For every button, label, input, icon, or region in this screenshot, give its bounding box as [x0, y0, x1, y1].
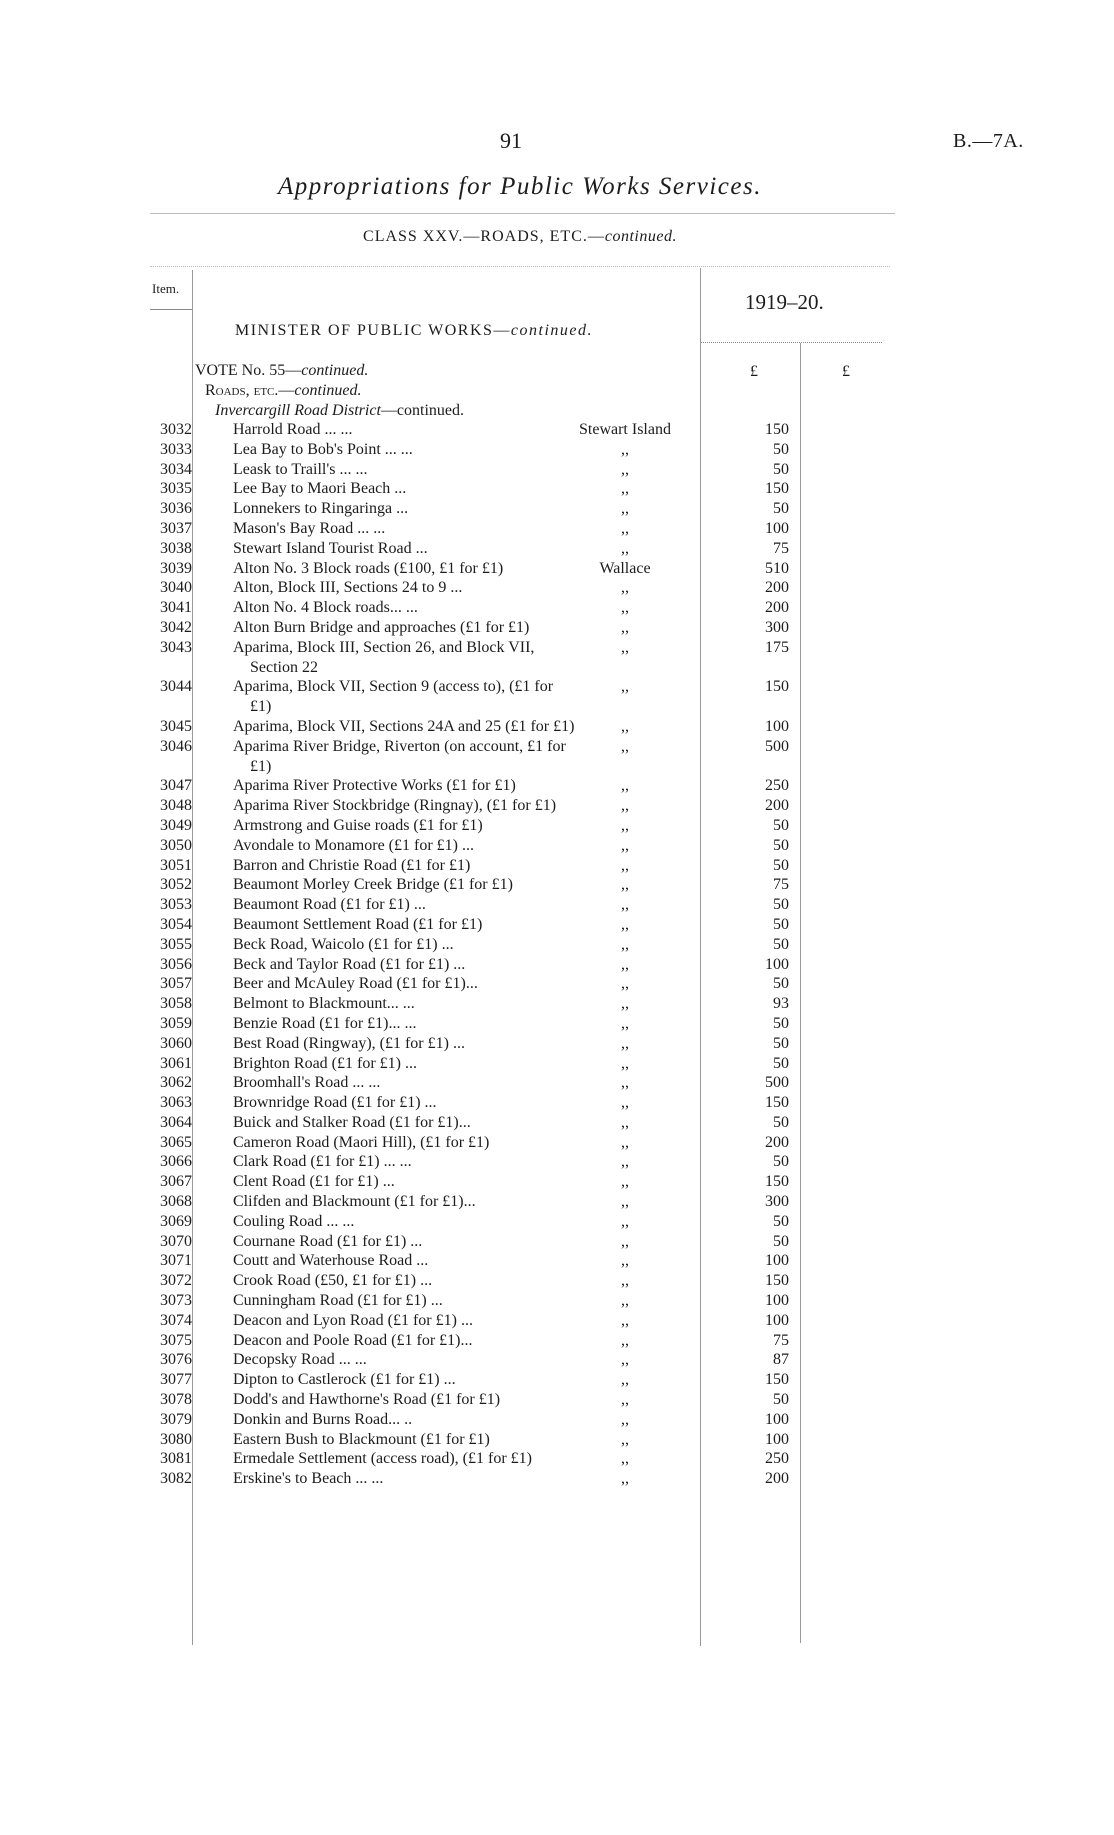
road-description: Cunningham Road (£1 for £1) ...: [233, 1292, 443, 1310]
amount-value: 100: [765, 519, 789, 537]
district-location: ,,: [621, 599, 629, 617]
item-number: 3042: [160, 618, 192, 636]
table-row: [0, 440, 1114, 460]
road-description: Beaumont Morley Creek Bridge (£1 for £1): [233, 876, 513, 894]
class-heading: [0, 228, 1040, 246]
item-number: 3038: [160, 539, 192, 557]
road-description: Beaumont Road (£1 for £1) ...: [233, 896, 426, 914]
amount-value: 100: [765, 1292, 789, 1310]
item-number: 3081: [160, 1450, 192, 1468]
amount-value: 50: [773, 836, 789, 854]
amount-value: 50: [773, 1034, 789, 1052]
road-description: Harrold Road ... ...: [233, 421, 353, 438]
amount-value: 100: [765, 1430, 789, 1448]
amount-value: 100: [765, 955, 789, 973]
page-title: Appropriations for Public Works Services.: [278, 173, 762, 200]
amount-value: 200: [765, 579, 789, 597]
item-number: 3082: [160, 1470, 192, 1488]
table-row: [0, 1469, 1114, 1489]
amount-value: 500: [765, 1074, 789, 1092]
item-number: 3046: [160, 737, 192, 755]
amount-value: 50: [773, 1391, 789, 1409]
district-location: ,,: [621, 1331, 629, 1349]
header-top-rule: [150, 266, 890, 267]
district-location: ,,: [621, 1113, 629, 1131]
currency-symbol-col1: £: [750, 363, 758, 380]
item-number: 3032: [160, 421, 192, 438]
document-reference: B.—7A.: [953, 130, 1024, 152]
table-row: [0, 1430, 1114, 1450]
table-row: [0, 816, 1114, 836]
district-location: Stewart Island: [579, 421, 671, 438]
road-description: Erskine's to Beach ... ...: [233, 1470, 384, 1488]
item-number: 3079: [160, 1410, 192, 1428]
amount-value: 100: [765, 1311, 789, 1329]
item-number: 3071: [160, 1252, 192, 1270]
item-number: 3058: [160, 995, 192, 1013]
amount-value: 87: [773, 1351, 789, 1369]
item-number: 3060: [160, 1034, 192, 1052]
amount-value: 50: [773, 1212, 789, 1230]
table-row: [0, 559, 1114, 579]
amount-value: 175: [765, 638, 789, 656]
amount-value: 75: [773, 876, 789, 894]
item-number: 3035: [160, 480, 192, 498]
amount-value: 150: [765, 678, 789, 696]
table-row: [0, 677, 1114, 717]
amount-value: 150: [765, 1173, 789, 1191]
road-description: Cameron Road (Maori Hill), (£1 for £1): [233, 1133, 490, 1151]
district-location: ,,: [621, 1391, 629, 1409]
district-location: ,,: [621, 915, 629, 933]
item-number: 3050: [160, 836, 192, 854]
road-description: Aparima River Protective Works (£1 for £1): [233, 777, 516, 795]
item-number: 3074: [160, 1311, 192, 1329]
minister-heading: [235, 322, 593, 340]
item-number: 3057: [160, 975, 192, 993]
amount-value: 75: [773, 539, 789, 557]
amount-value: 93: [773, 995, 789, 1013]
district-location: ,,: [621, 1054, 629, 1072]
road-description: Lea Bay to Bob's Point ... ...: [233, 440, 413, 458]
item-number: 3049: [160, 816, 192, 834]
table-row: [0, 1212, 1114, 1232]
district-location: ,,: [621, 1351, 629, 1369]
road-description: Alton No. 3 Block roads (£100, £1 for £1): [233, 559, 504, 577]
table-row: [0, 1073, 1114, 1093]
table-row: [0, 796, 1114, 816]
table-row: [0, 1113, 1114, 1133]
table-row: [0, 717, 1114, 737]
amount-value: 50: [773, 1054, 789, 1072]
district-location: ,,: [621, 1430, 629, 1448]
district-location: ,,: [621, 1371, 629, 1389]
item-number: 3068: [160, 1193, 192, 1211]
district-location: ,,: [621, 836, 629, 854]
item-number: 3047: [160, 777, 192, 795]
district-location: ,,: [621, 797, 629, 815]
table-row: [0, 1152, 1114, 1172]
road-description: Clifden and Blackmount (£1 for £1)...: [233, 1193, 476, 1211]
table-row: [0, 460, 1114, 480]
district-location: ,,: [621, 975, 629, 993]
item-number: 3051: [160, 856, 192, 874]
amount-value: 150: [765, 1371, 789, 1389]
district-location: ,,: [621, 1252, 629, 1270]
amount-value: 50: [773, 1232, 789, 1250]
district-location: ,,: [621, 876, 629, 894]
item-number: 3059: [160, 1014, 192, 1032]
district-location: ,,: [621, 519, 629, 537]
table-row: [0, 994, 1114, 1014]
road-description: Dipton to Castlerock (£1 for £1) ...: [233, 1371, 456, 1389]
road-description: Cournane Road (£1 for £1) ...: [233, 1232, 423, 1250]
road-description: Alton Burn Bridge and approaches (£1 for £1): [233, 618, 530, 636]
district-location: ,,: [621, 678, 629, 696]
road-description: Broomhall's Road ... ...: [233, 1074, 381, 1092]
table-row: [0, 856, 1114, 876]
table-row: [0, 935, 1114, 955]
item-number: 3069: [160, 1212, 192, 1230]
table-row: [0, 1014, 1114, 1034]
road-description: Barron and Christie Road (£1 for £1): [233, 856, 471, 874]
amount-value: 50: [773, 1153, 789, 1171]
district-location: ,,: [621, 539, 629, 557]
district-location: ,,: [621, 1034, 629, 1052]
road-description: Beaumont Settlement Road (£1 for £1): [233, 915, 483, 933]
currency-symbol-col2: £: [842, 363, 850, 380]
district-location: ,,: [621, 896, 629, 914]
amount-value: 100: [765, 1252, 789, 1270]
amount-value: 300: [765, 1193, 789, 1211]
table-row: [0, 1172, 1114, 1192]
appropriation-table-body: [0, 420, 1114, 1489]
district-location: ,,: [621, 460, 629, 478]
table-row: [0, 578, 1114, 598]
road-description: Beer and McAuley Road (£1 for £1)...: [233, 975, 478, 993]
item-number: 3044: [160, 678, 192, 696]
item-number: 3054: [160, 915, 192, 933]
road-description: Donkin and Burns Road... ..: [233, 1410, 413, 1428]
district-location: ,,: [621, 995, 629, 1013]
road-description: Belmont to Blackmount... ...: [233, 995, 415, 1013]
item-number: 3064: [160, 1113, 192, 1131]
table-row: [0, 1034, 1114, 1054]
item-number: 3040: [160, 579, 192, 597]
road-description: Lee Bay to Maori Beach ...: [233, 480, 407, 498]
amount-value: 200: [765, 599, 789, 617]
road-description: Dodd's and Hawthorne's Road (£1 for £1): [233, 1391, 501, 1409]
table-row: [0, 1311, 1114, 1331]
table-row: [0, 499, 1114, 519]
district-location: ,,: [621, 1272, 629, 1290]
amount-value: 50: [773, 440, 789, 458]
amount-value: 500: [765, 737, 789, 755]
item-number: 3043: [160, 638, 192, 656]
district-location: ,,: [621, 618, 629, 636]
table-row: [0, 1370, 1114, 1390]
road-description: Brighton Road (£1 for £1) ...: [233, 1054, 417, 1072]
district-location: ,,: [621, 1410, 629, 1428]
table-row: [0, 539, 1114, 559]
item-number: 3036: [160, 500, 192, 518]
item-number: 3041: [160, 599, 192, 617]
class-heading-suffix: continued.: [604, 228, 677, 245]
roads-heading: Roads, etc.—continued.: [205, 381, 362, 399]
district-location: ,,: [621, 1450, 629, 1468]
table-row: [0, 1251, 1114, 1271]
amount-value: 50: [773, 856, 789, 874]
item-number: 3055: [160, 935, 192, 953]
amount-value: 50: [773, 896, 789, 914]
road-description: Clark Road (£1 for £1) ... ...: [233, 1153, 412, 1171]
vote-subheadings: [195, 361, 464, 420]
district-location: ,,: [621, 1292, 629, 1310]
table-row: [0, 1350, 1114, 1370]
amount-value: 75: [773, 1331, 789, 1349]
road-description: Beck and Taylor Road (£1 for £1) ...: [233, 955, 466, 973]
amount-value: 200: [765, 1133, 789, 1151]
vote-heading: VOTE No. 55—continued.: [195, 362, 369, 379]
district-location: ,,: [621, 638, 629, 656]
item-number: 3034: [160, 460, 192, 478]
district-location: ,,: [621, 500, 629, 518]
table-row: [0, 875, 1114, 895]
item-number: 3037: [160, 519, 192, 537]
amount-value: 250: [765, 777, 789, 795]
amount-value: 50: [773, 816, 789, 834]
amount-value: 50: [773, 1014, 789, 1032]
table-row: [0, 420, 1114, 440]
road-description: Beck Road, Waicolo (£1 for £1) ...: [233, 935, 454, 953]
road-description: Coutt and Waterhouse Road ...: [233, 1252, 429, 1270]
district-location: ,,: [621, 1311, 629, 1329]
road-description: Benzie Road (£1 for £1)... ...: [233, 1014, 417, 1032]
road-description: Clent Road (£1 for £1) ...: [233, 1173, 395, 1191]
year-column-header: 1919–20.: [745, 290, 824, 314]
road-description: Lonnekers to Ringaringa ...: [233, 500, 409, 518]
table-row: [0, 519, 1114, 539]
item-number: 3078: [160, 1391, 192, 1409]
table-row: [0, 955, 1114, 975]
road-description: Decopsky Road ... ...: [233, 1351, 367, 1369]
road-description: Aparima, Block III, Section 26, and Block VII, Section 22: [233, 638, 535, 676]
item-number: 3072: [160, 1272, 192, 1290]
district-location: ,,: [621, 935, 629, 953]
item-number: 3062: [160, 1074, 192, 1092]
district-location: ,,: [621, 1193, 629, 1211]
table-row: [0, 598, 1114, 618]
road-description: Buick and Stalker Road (£1 for £1)...: [233, 1113, 471, 1131]
road-description: Brownridge Road (£1 for £1) ...: [233, 1094, 437, 1112]
table-row: [0, 1291, 1114, 1311]
road-description: Aparima, Block VII, Sections 24A and 25 (£1 for £1): [233, 717, 575, 735]
item-number: 3067: [160, 1173, 192, 1191]
minister-heading-prefix: MINISTER OF PUBLIC WORKS—: [235, 322, 511, 339]
amount-value: 50: [773, 975, 789, 993]
item-number: 3075: [160, 1331, 192, 1349]
table-row: [0, 895, 1114, 915]
district-heading: Invercargill Road District—continued.: [215, 401, 464, 419]
district-location: ,,: [621, 737, 629, 755]
table-row: [0, 618, 1114, 638]
amount-value: 200: [765, 797, 789, 815]
district-location: ,,: [621, 955, 629, 973]
road-description: Aparima River Stockbridge (Ringnay), (£1 for £1): [233, 797, 557, 815]
road-description: Armstrong and Guise roads (£1 for £1): [233, 816, 483, 834]
table-row: [0, 479, 1114, 499]
item-number: 3053: [160, 896, 192, 914]
title-rule: [150, 213, 895, 214]
amount-value: 50: [773, 915, 789, 933]
road-description: Alton No. 4 Block roads... ...: [233, 599, 418, 617]
district-location: ,,: [621, 440, 629, 458]
district-location: ,,: [621, 856, 629, 874]
table-row: [0, 1331, 1114, 1351]
road-description: Avondale to Monamore (£1 for £1) ...: [233, 836, 474, 854]
table-row: [0, 1133, 1114, 1153]
amount-value: 150: [765, 421, 789, 438]
district-location: ,,: [621, 1470, 629, 1488]
class-heading-prefix: CLASS XXV.—ROADS, ETC.—: [363, 228, 605, 245]
table-row: [0, 974, 1114, 994]
district-location: ,,: [621, 1153, 629, 1171]
amount-value: 300: [765, 618, 789, 636]
district-location: ,,: [621, 717, 629, 735]
table-row: [0, 836, 1114, 856]
district-location: ,,: [621, 579, 629, 597]
amount-value: 50: [773, 935, 789, 953]
amount-value: 50: [773, 500, 789, 518]
item-number: 3033: [160, 440, 192, 458]
amount-value: 150: [765, 1272, 789, 1290]
item-number: 3048: [160, 797, 192, 815]
road-description: Couling Road ... ...: [233, 1212, 355, 1230]
item-number: 3063: [160, 1094, 192, 1112]
district-location: ,,: [621, 777, 629, 795]
amount-value: 200: [765, 1470, 789, 1488]
item-number: 3039: [160, 559, 192, 577]
item-number: 3076: [160, 1351, 192, 1369]
district-location: ,,: [621, 1232, 629, 1250]
amount-value: 50: [773, 1113, 789, 1131]
table-row: [0, 638, 1114, 678]
item-number: 3056: [160, 955, 192, 973]
amount-value: 250: [765, 1450, 789, 1468]
table-row: [0, 1410, 1114, 1430]
amount-value: 150: [765, 480, 789, 498]
table-row: [0, 1054, 1114, 1074]
road-description: Deacon and Lyon Road (£1 for £1) ...: [233, 1311, 473, 1329]
item-number: 3077: [160, 1371, 192, 1389]
item-number: 3066: [160, 1153, 192, 1171]
table-row: [0, 1390, 1114, 1410]
road-description: Deacon and Poole Road (£1 for £1)...: [233, 1331, 473, 1349]
amount-value: 100: [765, 717, 789, 735]
table-row: [0, 1449, 1114, 1469]
item-header-underline: [150, 309, 192, 310]
district-location: ,,: [621, 1074, 629, 1092]
table-row: [0, 1192, 1114, 1212]
district-location: Wallace: [599, 559, 651, 577]
road-description: Aparima River Bridge, Riverton (on account, £1 for £1): [233, 737, 566, 775]
table-row: [0, 1271, 1114, 1291]
year-header-underline: [700, 342, 882, 343]
amount-value: 510: [765, 559, 789, 577]
road-description: Crook Road (£50, £1 for £1) ...: [233, 1272, 433, 1290]
item-number: 3070: [160, 1232, 192, 1250]
amount-value: 150: [765, 1094, 789, 1112]
amount-value: 50: [773, 460, 789, 478]
district-location: ,,: [621, 1014, 629, 1032]
table-row: [0, 1232, 1114, 1252]
item-number: 3073: [160, 1292, 192, 1310]
table-row: [0, 915, 1114, 935]
page-number: 91: [500, 128, 522, 153]
amount-value: 100: [765, 1410, 789, 1428]
item-number: 3052: [160, 876, 192, 894]
road-description: Best Road (Ringway), (£1 for £1) ...: [233, 1034, 465, 1052]
road-description: Ermedale Settlement (access road), (£1 for £1): [233, 1450, 532, 1468]
item-number: 3061: [160, 1054, 192, 1072]
item-number: 3045: [160, 717, 192, 735]
district-location: ,,: [621, 816, 629, 834]
road-description: Eastern Bush to Blackmount (£1 for £1): [233, 1430, 490, 1448]
road-description: Stewart Island Tourist Road ...: [233, 539, 428, 557]
road-description: Mason's Bay Road ... ...: [233, 519, 386, 537]
table-row: [0, 1093, 1114, 1113]
road-description: Aparima, Block VII, Section 9 (access to), (£1 for £1): [233, 678, 554, 716]
item-number: 3065: [160, 1133, 192, 1151]
table-row: [0, 776, 1114, 796]
item-number: 3080: [160, 1430, 192, 1448]
road-description: Leask to Traill's ... ...: [233, 460, 368, 478]
district-location: ,,: [621, 480, 629, 498]
table-row: [0, 737, 1114, 777]
district-location: ,,: [621, 1094, 629, 1112]
district-location: ,,: [621, 1133, 629, 1151]
minister-heading-suffix: continued.: [510, 322, 593, 339]
district-location: ,,: [621, 1173, 629, 1191]
item-column-header: Item.: [152, 281, 180, 296]
road-description: Alton, Block III, Sections 24 to 9 ...: [233, 579, 463, 597]
district-location: ,,: [621, 1212, 629, 1230]
